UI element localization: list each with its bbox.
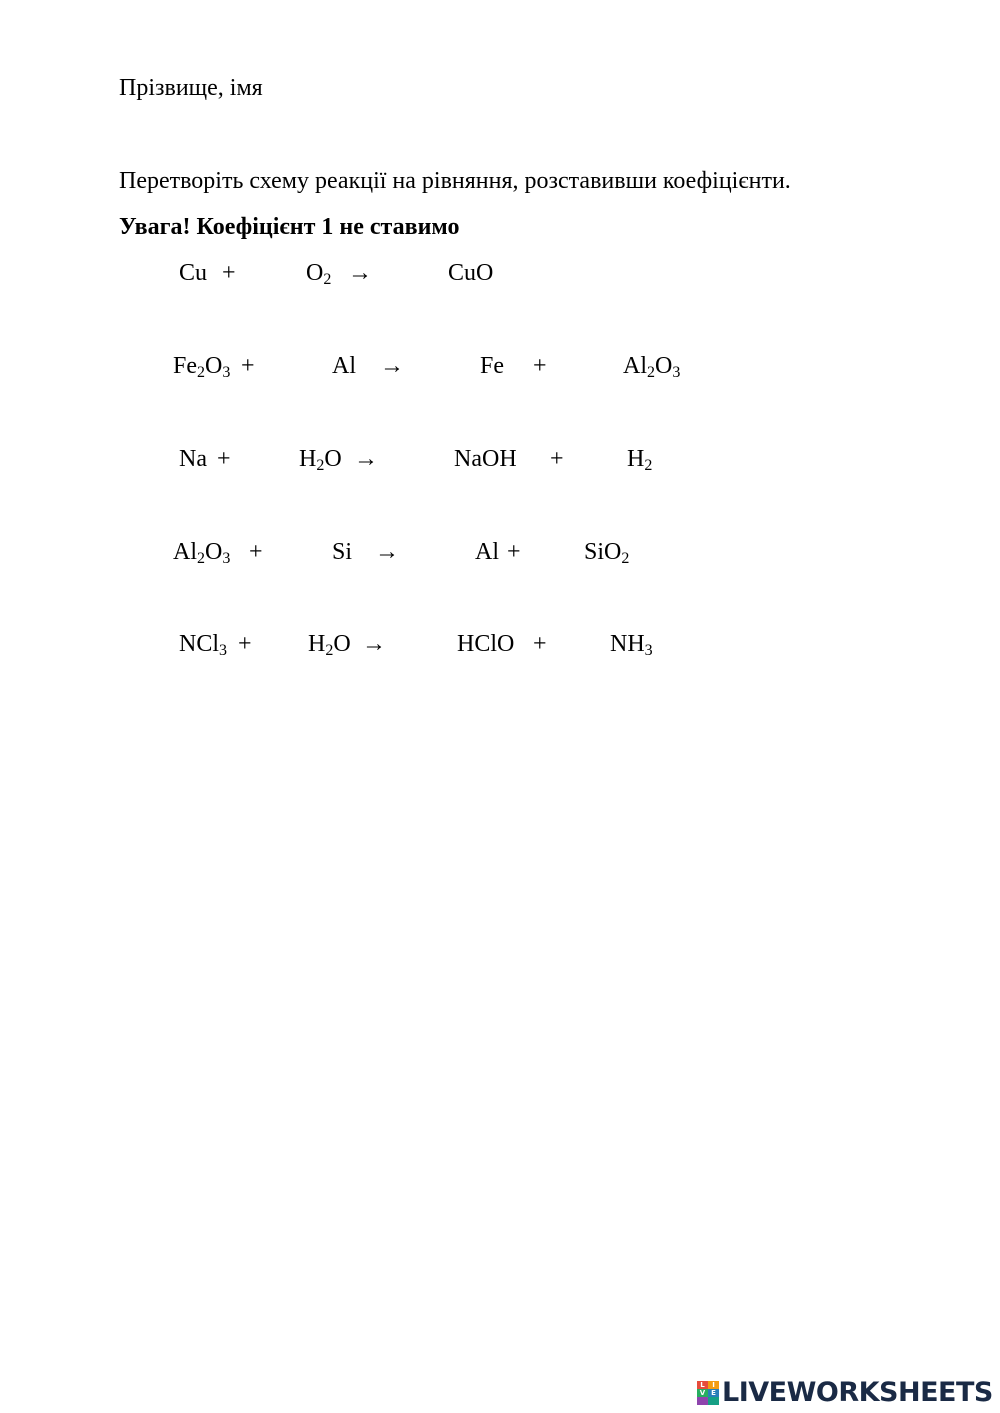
reactant-1: Cu bbox=[179, 260, 208, 286]
plus-sign: + bbox=[238, 631, 252, 657]
logo-tile: L bbox=[697, 1381, 708, 1389]
reactant-2: Si bbox=[332, 539, 353, 565]
liveworksheets-logo-icon bbox=[697, 1381, 719, 1405]
product-2: $Al_2O_3$ bbox=[623, 353, 681, 381]
product-1: NaOH bbox=[454, 446, 517, 472]
reactant-1: $Fe_2O_3$ bbox=[173, 353, 231, 381]
reactant-1: NCl$_3$ bbox=[179, 631, 228, 659]
logo-tile bbox=[697, 1397, 708, 1405]
plus-sign: + bbox=[533, 353, 547, 379]
reactant-1: $Al_2O_3$ bbox=[173, 539, 231, 567]
arrow-icon: → bbox=[380, 353, 404, 379]
product-2: $NH_3$ bbox=[610, 631, 653, 659]
logo-tile bbox=[708, 1397, 719, 1405]
plus-sign: + bbox=[241, 353, 255, 379]
reactant-2: $H_2O$ bbox=[299, 446, 342, 474]
product-1: HClO bbox=[457, 631, 515, 657]
name-label: Прізвище, імя bbox=[119, 75, 263, 101]
equation-3 bbox=[0, 444, 1000, 474]
equation-4 bbox=[0, 537, 1000, 567]
reactant-2: $H_2O$ bbox=[308, 631, 351, 659]
arrow-icon: → bbox=[348, 260, 372, 286]
logo-tile: I bbox=[708, 1381, 719, 1389]
product-1: Al bbox=[475, 539, 499, 565]
plus-sign: + bbox=[222, 260, 236, 286]
equation-2 bbox=[0, 351, 1000, 381]
reactant-1: Na bbox=[179, 446, 207, 472]
plus-sign: + bbox=[533, 631, 547, 657]
product-1: CuO bbox=[448, 260, 494, 286]
liveworksheets-logo bbox=[697, 1378, 993, 1408]
plus-sign: + bbox=[507, 539, 521, 565]
reactant-2: Al bbox=[332, 353, 356, 379]
plus-sign: + bbox=[217, 446, 231, 472]
liveworksheets-wordmark: LIVEWORKSHEETS bbox=[722, 1377, 993, 1408]
warning-text: Увага! Коефіцієнт 1 не ставимо bbox=[119, 214, 460, 240]
arrow-icon: → bbox=[354, 446, 378, 472]
logo-tile: V bbox=[697, 1389, 708, 1397]
instruction-text: Перетворіть схему реакції на рівняння, розставивши коефіцієнти. bbox=[119, 168, 791, 194]
arrow-icon: → bbox=[375, 539, 399, 565]
product-1: Fe bbox=[480, 353, 504, 379]
equation-5 bbox=[0, 629, 1000, 659]
plus-sign: + bbox=[249, 539, 263, 565]
product-2: $H_2$ bbox=[627, 446, 653, 474]
plus-sign: + bbox=[550, 446, 564, 472]
arrow-icon: → bbox=[362, 631, 386, 657]
logo-tile: E bbox=[708, 1389, 719, 1397]
reactant-2: $O_2$ bbox=[306, 260, 332, 288]
product-2: SiO$_2$ bbox=[584, 539, 630, 567]
equation-1 bbox=[0, 258, 1000, 288]
